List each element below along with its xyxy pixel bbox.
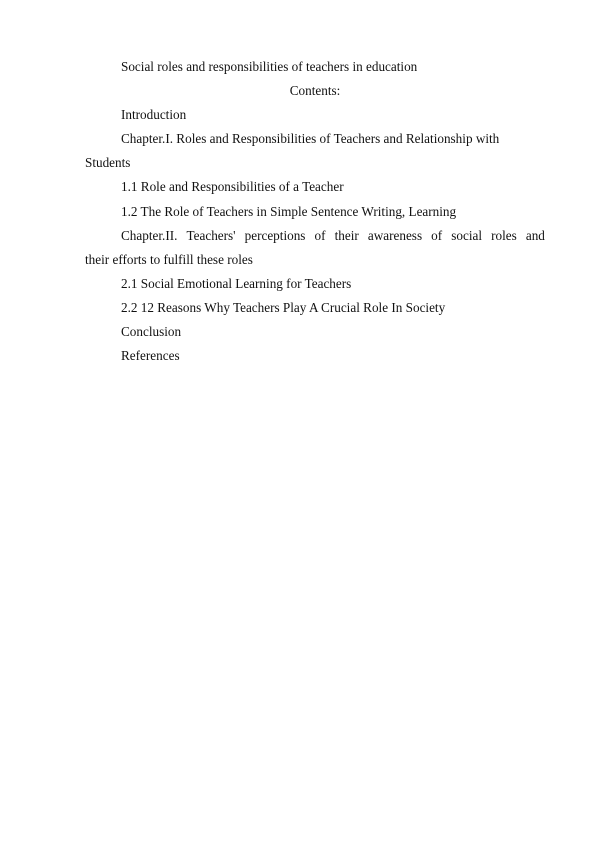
toc-chapter2-word: of [431,228,443,243]
toc-item-2-2: 2.2 12 Reasons Why Teachers Play A Crucial Role In Society [121,300,446,315]
toc-chapter2-line1 [121,227,545,245]
toc-conclusion: Conclusion [121,324,182,339]
toc-chapter1-line2: Students [85,155,131,170]
contents-heading: Contents: [289,83,341,98]
toc-chapter2-word: roles [491,228,517,243]
toc-chapter2-word: their [334,228,359,243]
toc-chapter2-word: social [451,228,483,243]
toc-chapter2-word: Chapter.II. [121,228,178,243]
toc-item-2-1: 2.1 Social Emotional Learning for Teachers [121,276,352,291]
toc-chapter2-word: and [525,228,545,243]
toc-chapter2-word: Teachers' [186,228,236,243]
document-title: Social roles and responsibilities of teachers in education [121,59,418,74]
toc-item-1-2: 1.2 The Role of Teachers in Simple Sentence Writing, Learning [121,204,457,219]
toc-chapter2-word: of [314,228,326,243]
toc-chapter1-line1: Chapter.I. Roles and Responsibilities of Teachers and Relationship with [121,131,500,146]
toc-chapter2-word: perceptions [244,228,306,243]
toc-item-1-1: 1.1 Role and Responsibilities of a Teacher [121,179,344,194]
toc-chapter2-word: awareness [367,228,423,243]
toc-chapter2-line2: their efforts to fulfill these roles [85,252,253,267]
toc-introduction: Introduction [121,107,187,122]
toc-references: References [121,348,180,363]
